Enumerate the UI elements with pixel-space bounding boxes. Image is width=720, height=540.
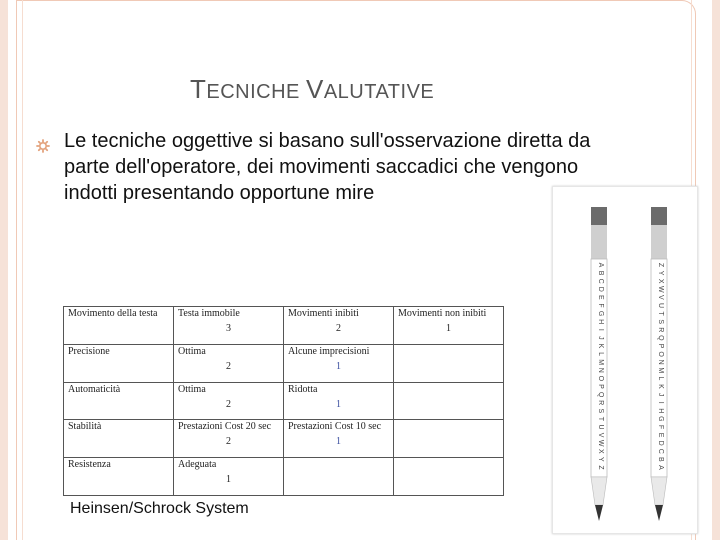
pencil-letter: W	[657, 285, 664, 293]
cell-label: Movimenti inibiti	[288, 308, 359, 319]
pencil-letter: U	[657, 302, 664, 309]
pencil-letter: E	[597, 295, 604, 300]
table-cell	[284, 382, 394, 420]
cell-label: Resistenza	[68, 459, 111, 471]
pencil-letter: Q	[597, 391, 604, 398]
cell-label: Automaticità	[68, 383, 121, 395]
cell-score: 1	[336, 398, 341, 410]
pencil-letter: T	[657, 311, 664, 316]
cell-label: Prestazioni Cost 20 sec	[178, 421, 272, 433]
table-cell	[394, 382, 504, 420]
pencil-letter: D	[597, 286, 604, 292]
pencil-letter: H	[657, 408, 664, 414]
pencil-letter: K	[657, 384, 664, 389]
pencil-letter: Z	[657, 262, 664, 268]
image-caption: Heinsen/Schrock System	[70, 500, 249, 517]
pencil-letter: S	[597, 408, 604, 414]
cell-score: 2	[226, 360, 231, 372]
pencil-letter: L	[597, 352, 604, 357]
pencils-illustration	[553, 187, 697, 533]
pencil-letter: O	[657, 351, 664, 357]
cell-score: 3	[226, 323, 231, 334]
table-cell	[394, 458, 504, 496]
table-cell	[64, 382, 174, 420]
pencil-letter: G	[597, 310, 604, 317]
cell-label: Ottima	[178, 383, 206, 395]
cell-label: Ridotta	[288, 383, 318, 395]
pencil-letter: V	[657, 295, 664, 300]
pencil-letter: V	[597, 432, 604, 438]
table-cell	[284, 307, 394, 345]
pencil-letter: Y	[597, 457, 604, 462]
pencil-letter: F	[597, 303, 604, 308]
slide-title	[190, 74, 434, 105]
table-cell	[174, 420, 284, 458]
pencil-letter: I	[657, 401, 664, 404]
bullet-text: Le tecniche oggettive si basano sull'osservazione diretta da parte dell'operatore, dei movimenti saccadici che vengono indotti presentando opportune mire	[64, 130, 591, 204]
table-cell	[284, 458, 394, 496]
pencil-letter: B	[597, 270, 604, 276]
pencil-letter: E	[657, 432, 664, 438]
table-cell	[394, 344, 504, 382]
table-row	[64, 344, 504, 382]
pencil-letter: M	[597, 359, 604, 366]
cell-label: Movimenti non inibiti	[398, 308, 487, 319]
cell-label: Stabilità	[68, 421, 102, 433]
pencil-letter: U	[597, 424, 604, 430]
cell-score: 1	[336, 436, 341, 448]
pencil-letter: F	[657, 424, 664, 430]
table-cell	[174, 458, 284, 496]
pencil-letter: L	[657, 376, 664, 381]
pencil-letter: N	[597, 367, 604, 373]
pencil-letter: A	[657, 465, 664, 470]
table-cell	[284, 420, 394, 458]
table-cell	[64, 344, 174, 382]
cell-label: Precisione	[68, 345, 110, 357]
pencil-letter: B	[657, 457, 664, 462]
pencil-letter: T	[597, 416, 604, 422]
cell-label: Ottima	[178, 345, 206, 357]
pencil-letter: Y	[657, 270, 664, 276]
pencil-letter: N	[657, 359, 664, 365]
cell-score: 2	[226, 436, 231, 448]
pencil-letter: Z	[597, 465, 604, 470]
table-cell	[394, 420, 504, 458]
table-cell	[64, 458, 174, 496]
pencil-letter: R	[657, 327, 664, 333]
table-row	[64, 458, 504, 496]
pencil-letter: J	[657, 392, 664, 397]
pencil-letter: G	[657, 416, 664, 422]
cell-score: 2	[226, 398, 231, 410]
title-part-2: ALUTATIVE	[323, 81, 435, 103]
title-initial-t: T	[190, 74, 207, 104]
table-cell	[64, 307, 174, 345]
cell-score: 1	[446, 323, 451, 334]
pencil-letter: W	[597, 439, 604, 447]
pencil-letter: O	[597, 375, 604, 382]
pencil-letter: P	[657, 343, 664, 349]
title-part-1: ECNICHE	[206, 81, 306, 103]
pencil-image	[552, 186, 698, 534]
cell-label: Adeguata	[178, 459, 217, 471]
cell-label: Prestazioni Cost 10 sec	[288, 421, 382, 433]
cell-label: Alcune imprecisioni	[288, 345, 370, 357]
cell-score: 1	[336, 360, 341, 372]
table-row	[64, 382, 504, 420]
pencil-letter: D	[657, 440, 664, 446]
table-cell	[64, 420, 174, 458]
pencil-letter: M	[657, 367, 664, 374]
cell-score: 1	[226, 474, 231, 486]
table-cell	[174, 307, 284, 345]
table-cell	[394, 307, 504, 345]
bullet-gear-icon	[36, 139, 50, 153]
pencil-letter: I	[597, 328, 604, 331]
table-cell	[174, 382, 284, 420]
pencil-letter: R	[597, 400, 604, 406]
pencil-letter: C	[597, 278, 604, 284]
cell-label: Testa immobile	[178, 308, 240, 319]
table-cell	[174, 344, 284, 382]
pencil-letter: A	[597, 262, 604, 268]
table-row	[64, 420, 504, 458]
pencil-letter: X	[657, 278, 664, 284]
pencil-letter: C	[657, 448, 664, 454]
cell-label: Movimento della testa	[68, 308, 158, 319]
pencil-letter: P	[597, 384, 604, 389]
table-row	[64, 307, 504, 345]
pencil-letter: J	[597, 336, 604, 340]
evaluation-table	[63, 306, 504, 496]
title-initial-v: V	[305, 74, 324, 104]
pencil-letter: X	[597, 448, 604, 454]
pencil-letter: S	[657, 319, 664, 325]
pencil-letter: K	[597, 343, 604, 349]
cell-score: 2	[336, 323, 341, 334]
pencil-letter: Q	[657, 335, 664, 341]
table-cell	[284, 344, 394, 382]
pencil-letter: H	[597, 319, 604, 325]
